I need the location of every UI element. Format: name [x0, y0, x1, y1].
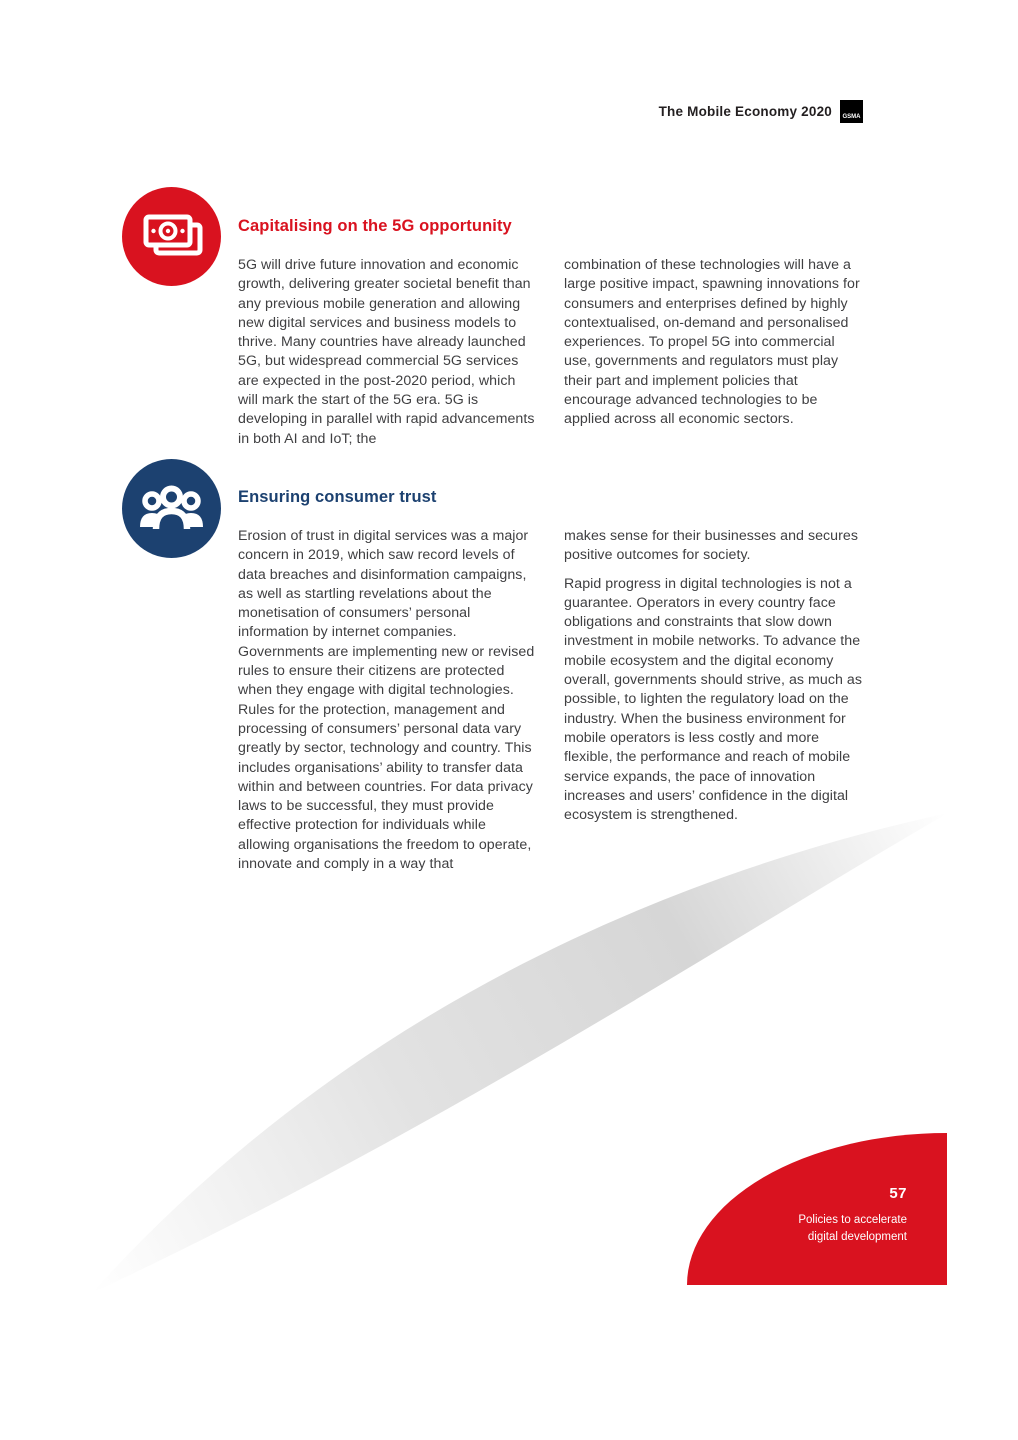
section-body-5g [238, 256, 864, 458]
page-number: 57 [889, 1185, 907, 1202]
chapter-title-line1: Policies to accelerate [798, 1214, 907, 1226]
report-header [659, 100, 863, 123]
paragraph: Rapid progress in digital technologies is not a guarantee. Operators in every country face obligations and constraints that slow down investment in mobile networks. To advance the mobile ecosystem and the digital economy overall, governments should strive, as much as possible, to lighten the regulatory load on the industry. When the business environment for mobile operators is less costly and more flexible, the performance and reach of mobile service expands, the pace of innovation increases and users’ confidence in the digital ecosystem is strengthened. [564, 575, 863, 824]
column-right [564, 256, 864, 458]
section-heading-trust: Ensuring consumer trust [238, 488, 437, 506]
section-body-trust [238, 527, 864, 883]
paragraph: Erosion of trust in digital services was a major concern in 2019, which saw record levels of data breaches and disinformation campaigns, as well as startling revelations about the monetisation of consumers’ personal information by internet companies. Governments are implementing new or revised rules to ensure their citizens are protected when they engage with digital technologies. Rules for the protection, management and processing of consumers’ personal data vary greatly by sector, technology and country. This includes organisations’ ability to transfer data within and between countries. For data privacy laws to be successful, they must provide effective protection for individuals while allowing organisations the freedom to operate, innovate and comply in a way that [238, 528, 535, 873]
paragraph: 5G will drive future innovation and economic growth, delivering greater societal benefit than any previous mobile generation and allowing new digital services and business models to thrive. Many countries have already launched 5G, but widespread commercial 5G services are expected in the post-2020 period, which will mark the start of the 5G era. 5G is developing in parallel with rapid advancements in both AI and IoT; the [238, 257, 535, 447]
gsma-logo-text: GSMA [842, 114, 861, 120]
column-left [238, 256, 538, 458]
page-corner-graphic [687, 1133, 947, 1285]
paragraph: combination of these technologies will have a large positive impact, spawning innovations for consumers and enterprises defined by highly contextualised, on-demand and personalised experiences. To propel 5G into commercial use, governments and regulators must play their part and implement policies that encourage advanced technologies to be applied across all economic sectors. [564, 257, 860, 428]
section-icon-5g [122, 187, 221, 286]
column-right [564, 527, 864, 883]
chapter-title-line2: digital development [807, 1231, 907, 1243]
people-icon [122, 459, 221, 558]
chapter-title [798, 1212, 907, 1246]
section-heading-5g: Capitalising on the 5G opportunity [238, 217, 512, 235]
column-left [238, 527, 538, 883]
section-icon-trust [122, 459, 221, 558]
paragraph: makes sense for their businesses and secures positive outcomes for society. [564, 528, 858, 564]
banknote-icon [122, 187, 221, 286]
gsma-logo-icon [840, 100, 863, 123]
report-title: The Mobile Economy 2020 [658, 104, 832, 119]
